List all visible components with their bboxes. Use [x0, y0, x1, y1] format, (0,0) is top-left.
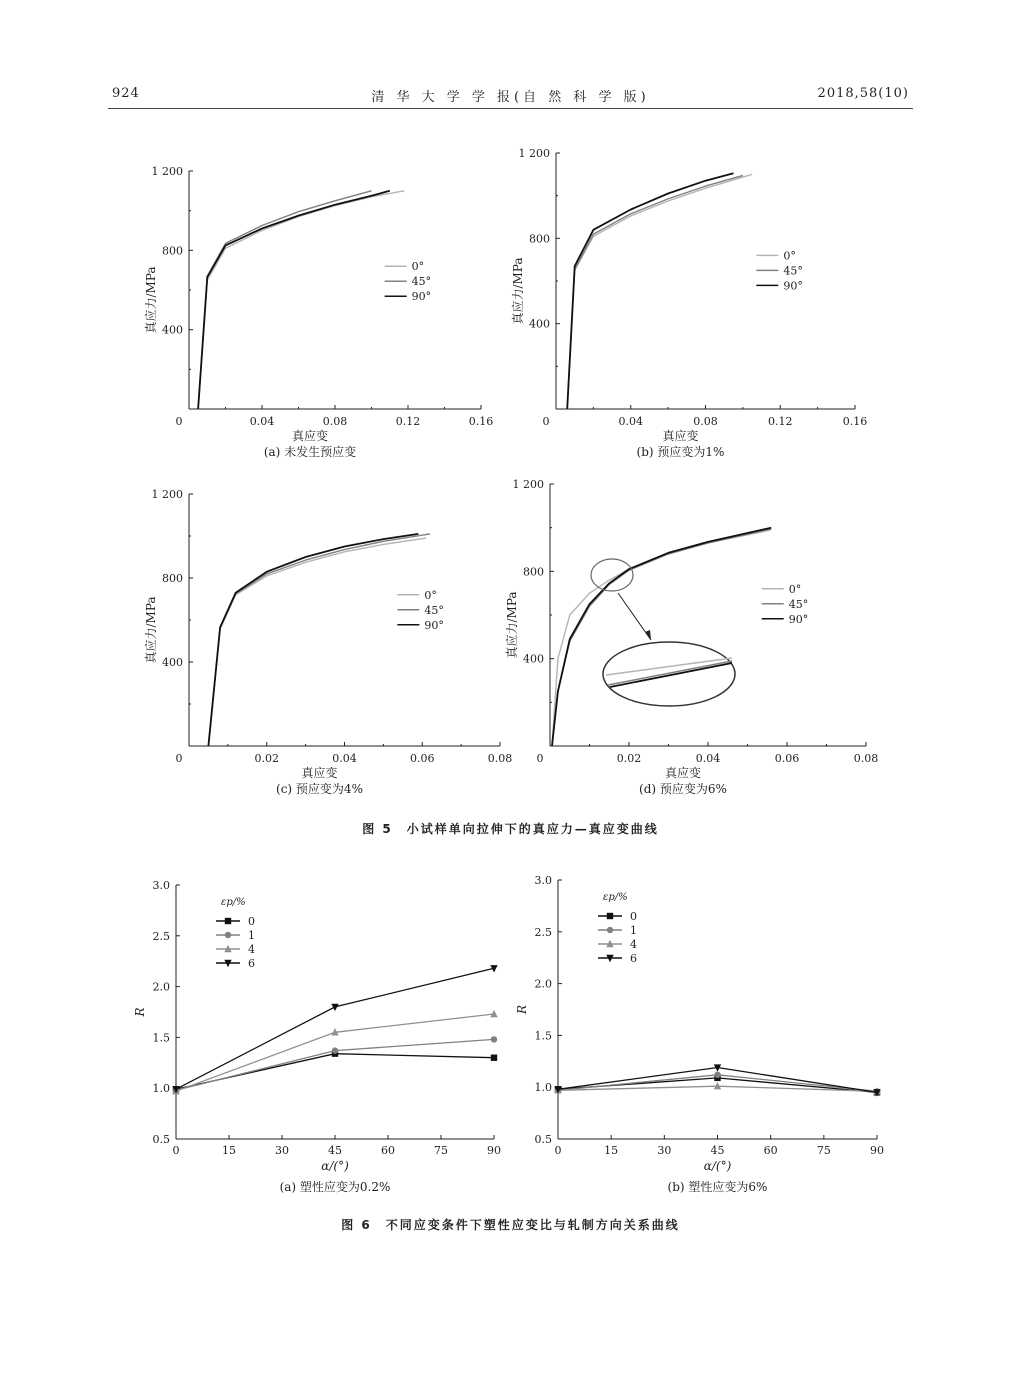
y-tick-label: 2.0 — [534, 977, 552, 991]
x-tick-label: 75 — [434, 1144, 448, 1157]
legend-title: εp/% — [221, 897, 246, 908]
x-axis-label: α/(°) — [703, 1159, 732, 1173]
y-axis-label: 真应力/MPa — [505, 591, 519, 659]
y-tick-label: 400 — [162, 656, 183, 669]
x-tick-label: 0 — [542, 415, 550, 428]
x-tick-label: 0.04 — [695, 752, 721, 765]
x-tick-label: 0.02 — [616, 752, 642, 765]
y-tick-label: 400 — [523, 652, 544, 666]
x-tick-label: 0.06 — [410, 752, 435, 765]
x-tick-label: 75 — [816, 1144, 831, 1157]
x-tick-label: 0.08 — [487, 752, 513, 765]
y-axis-label: 真应力/MPa — [144, 266, 158, 334]
legend-label: 90° — [424, 618, 444, 632]
legend-label: 4 — [248, 943, 255, 956]
legend-label: 90° — [411, 290, 432, 304]
x-tick-label: 0.16 — [842, 415, 868, 428]
legend-title: εp/% — [603, 892, 628, 903]
y-tick-label: 1.0 — [534, 1081, 552, 1095]
panel-subcaption: (b) 塑性应变为6% — [667, 1180, 768, 1194]
x-axis-label: 真应变 — [291, 429, 329, 443]
y-tick-label: 400 — [162, 323, 183, 337]
x-tick-label: 60 — [381, 1144, 395, 1157]
x-tick-label: 0.04 — [332, 752, 357, 765]
series-line-0° — [208, 538, 426, 746]
legend-label: 4 — [630, 938, 637, 951]
x-tick-label: 0.08 — [322, 415, 348, 428]
x-axis-label: 真应变 — [662, 429, 699, 443]
fig5-panel-c — [143, 488, 512, 796]
zoom-inset-ellipse — [603, 642, 735, 706]
data-point — [607, 913, 613, 919]
y-tick-label: 400 — [529, 317, 550, 331]
data-point — [491, 1036, 497, 1042]
x-tick-label: 0.08 — [693, 415, 718, 428]
x-tick-label: 45 — [328, 1144, 342, 1157]
y-axis-label: R — [515, 1004, 529, 1015]
series-line-90° — [552, 528, 771, 746]
x-tick-label: 0 — [172, 1144, 180, 1157]
zoom-region-ellipse — [591, 559, 633, 591]
y-tick-label: 1 200 — [151, 488, 183, 501]
x-axis-label: α/(°) — [321, 1159, 349, 1173]
y-axis-label: 真应力/MPa — [511, 257, 525, 325]
series-line-45° — [567, 175, 743, 409]
series-line-0° — [198, 191, 404, 409]
y-tick-label: 1.5 — [534, 1029, 552, 1043]
x-tick-label: 15 — [222, 1144, 236, 1157]
data-point — [225, 918, 231, 924]
panel-subcaption: (b) 预应变为1% — [636, 445, 725, 459]
x-tick-label: 0.16 — [468, 415, 494, 428]
y-tick-label: 800 — [162, 572, 183, 585]
x-tick-label: 0.12 — [768, 415, 793, 428]
legend-label: 45° — [411, 275, 432, 289]
zoom-arrow-head — [645, 630, 651, 640]
x-tick-label: 30 — [275, 1144, 289, 1157]
data-point — [491, 1055, 497, 1061]
data-point — [490, 1010, 497, 1017]
series-line-45° — [208, 534, 430, 746]
panel-subcaption: (a) 未发生预应变 — [263, 445, 357, 459]
series-line-90° — [198, 191, 390, 409]
y-axis-label: R — [133, 1007, 147, 1017]
legend-label: 0 — [248, 915, 255, 928]
panel-subcaption: (c) 预应变为4% — [276, 782, 363, 796]
series-line-90° — [208, 534, 418, 746]
fig5-panel-d — [504, 478, 878, 796]
legend-label: 0° — [424, 588, 437, 602]
data-point — [607, 927, 613, 933]
y-tick-label: 2.5 — [152, 929, 170, 943]
fig5-panel-b — [510, 147, 867, 459]
y-tick-label: 1.5 — [152, 1031, 170, 1045]
x-tick-label: 0.12 — [395, 415, 421, 428]
x-tick-label: 0.04 — [618, 415, 643, 428]
x-tick-label: 0.08 — [853, 752, 879, 765]
series-line-0 — [176, 1054, 494, 1090]
x-tick-label: 30 — [657, 1144, 672, 1157]
y-tick-label: 2.0 — [152, 980, 170, 994]
journal-title: 清 华 大 学 学 报(自 然 科 学 版) — [371, 90, 650, 105]
panel-subcaption: (d) 预应变为6% — [639, 782, 727, 796]
legend-label: 0° — [783, 249, 796, 263]
data-point — [332, 1047, 338, 1053]
x-tick-label: 0.02 — [254, 752, 279, 765]
data-point — [331, 1004, 338, 1011]
y-tick-label: 1.0 — [152, 1082, 170, 1096]
legend-label: 45° — [424, 603, 444, 617]
fig6-panel-a — [133, 879, 501, 1194]
y-tick-label: 3.0 — [534, 874, 552, 887]
x-tick-label: 90 — [870, 1144, 884, 1157]
x-axis-label: 真应变 — [664, 766, 702, 780]
legend-label: 0 — [630, 910, 637, 923]
y-tick-label: 1 200 — [518, 147, 550, 160]
series-line-0° — [552, 530, 771, 746]
legend-label: 1 — [630, 924, 637, 937]
y-tick-label: 2.5 — [534, 925, 552, 939]
y-tick-label: 0.5 — [534, 1133, 552, 1146]
fig6-caption: 图 6 不同应变条件下塑性应变比与轧制方向关系曲线 — [341, 1218, 680, 1232]
data-point — [714, 1072, 720, 1078]
legend-label: 45° — [783, 264, 803, 278]
x-axis-label: 真应变 — [301, 766, 338, 780]
legend-label: 90° — [783, 279, 803, 293]
legend-label: 6 — [630, 952, 637, 965]
x-tick-label: 0 — [536, 752, 544, 765]
y-tick-label: 3.0 — [152, 879, 170, 892]
legend-label: 1 — [248, 929, 255, 942]
x-tick-label: 0.06 — [774, 752, 800, 765]
y-tick-label: 1 200 — [512, 478, 544, 491]
legend-label: 6 — [248, 957, 255, 970]
series-line-0° — [567, 174, 752, 409]
x-tick-label: 0 — [554, 1144, 562, 1157]
y-axis-label: 真应力/MPa — [144, 596, 158, 664]
x-tick-label: 60 — [763, 1144, 778, 1157]
x-tick-label: 45 — [710, 1144, 725, 1157]
page-number: 924 — [112, 86, 140, 101]
y-tick-label: 1 200 — [151, 165, 183, 178]
y-tick-label: 800 — [162, 244, 183, 258]
legend-label: 90° — [788, 612, 809, 626]
panel-subcaption: (a) 塑性应变为0.2% — [279, 1180, 391, 1194]
x-tick-label: 0.04 — [249, 415, 275, 428]
data-point — [225, 932, 231, 938]
x-tick-label: 0 — [175, 415, 183, 428]
legend-label: 0° — [788, 582, 802, 596]
y-tick-label: 800 — [529, 232, 550, 246]
x-tick-label: 0 — [175, 752, 183, 765]
y-tick-label: 0.5 — [152, 1133, 170, 1146]
fig5-panel-a — [143, 165, 493, 459]
issue-info: 2018,58(10) — [817, 86, 909, 101]
fig6-panel-b — [515, 874, 884, 1194]
fig5-caption: 图 5 小试样单向拉伸下的真应力—真应变曲线 — [362, 822, 659, 836]
legend-label: 0° — [411, 260, 425, 274]
legend-label: 45° — [788, 597, 809, 611]
x-tick-label: 90 — [487, 1144, 501, 1157]
series-line-45° — [552, 529, 771, 746]
x-tick-label: 15 — [604, 1144, 619, 1157]
y-tick-label: 800 — [523, 565, 544, 579]
series-line-45° — [198, 191, 371, 409]
